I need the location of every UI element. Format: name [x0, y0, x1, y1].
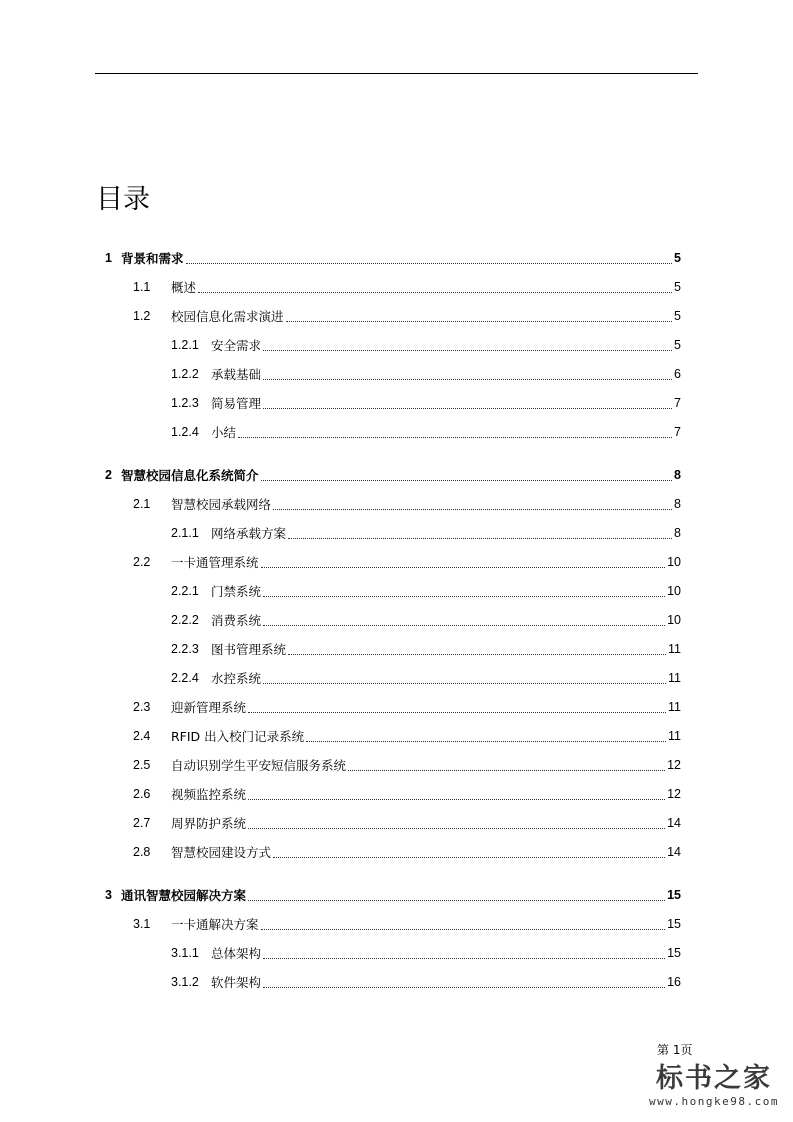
toc-dot-leader — [263, 379, 672, 380]
toc-entry-title: 简易管理 — [211, 396, 262, 411]
toc-entry-page: 7 — [674, 425, 681, 439]
toc-dot-leader — [263, 408, 672, 409]
toc-entry-title: 智慧校园建设方式 — [171, 845, 272, 860]
toc-entry-number: 2.2.1 — [171, 584, 199, 598]
toc-entry-title: 周界防护系统 — [171, 816, 247, 831]
toc-dot-leader — [263, 350, 672, 351]
toc-entry[interactable] — [171, 668, 681, 688]
toc-entry-page: 11 — [668, 642, 681, 656]
watermark — [649, 1056, 779, 1108]
toc-entry[interactable] — [171, 581, 681, 601]
toc-entry-number: 2.4 — [133, 729, 151, 743]
toc-entry[interactable] — [133, 277, 681, 297]
toc-entry[interactable] — [133, 914, 681, 934]
toc-dot-leader — [186, 263, 673, 264]
toc-entry-number: 2.2.2 — [171, 613, 199, 627]
page-number: 第 1页 — [657, 1043, 693, 1057]
toc-entry-number: 1.2 — [133, 309, 151, 323]
toc-entry-number: 3 — [105, 888, 112, 902]
toc-entry-page: 15 — [667, 917, 681, 931]
toc-entry-number: 1.1 — [133, 280, 151, 294]
toc-entry[interactable] — [171, 393, 681, 413]
toc-entry-title: 总体架构 — [211, 946, 262, 961]
toc-dot-leader — [261, 480, 673, 481]
toc-entry-title: 网络承载方案 — [211, 526, 287, 541]
toc-entry[interactable] — [171, 364, 681, 384]
toc-entry-number: 1.2.3 — [171, 396, 199, 410]
toc-entry[interactable] — [133, 494, 681, 514]
toc-entry[interactable] — [105, 465, 681, 485]
toc-entry-page: 7 — [674, 396, 681, 410]
toc-entry[interactable] — [133, 697, 681, 717]
toc-entry-title: 智慧校园承载网络 — [171, 497, 272, 512]
toc-entry-number: 1.2.1 — [171, 338, 199, 352]
toc-entry-page: 10 — [667, 613, 681, 627]
toc-dot-leader — [288, 538, 672, 539]
toc-entry-number: 1.2.2 — [171, 367, 199, 381]
toc-entry-page: 16 — [667, 975, 681, 989]
toc-entry-title: 图书管理系统 — [211, 642, 287, 657]
toc-entry-number: 1 — [105, 251, 112, 265]
toc-entry-page: 11 — [668, 671, 681, 685]
toc-entry[interactable] — [133, 813, 681, 833]
toc-entry-page: 8 — [674, 497, 681, 511]
toc-entry-page: 8 — [674, 468, 681, 482]
toc-entry-page: 11 — [668, 700, 681, 714]
toc-entry-title: 校园信息化需求演进 — [171, 309, 284, 324]
toc-entry-number: 1.2.4 — [171, 425, 199, 439]
toc-entry-page: 5 — [674, 280, 681, 294]
toc-entry[interactable] — [133, 726, 681, 746]
toc-entry[interactable] — [171, 335, 681, 355]
toc-entry[interactable] — [133, 784, 681, 804]
toc-dot-leader — [263, 958, 665, 959]
toc-entry-number: 3.1.2 — [171, 975, 199, 989]
toc-dot-leader — [263, 683, 666, 684]
toc-entry-title: 软件架构 — [211, 975, 262, 990]
toc-dot-leader — [198, 292, 672, 293]
toc-entry[interactable] — [133, 552, 681, 572]
toc-entry[interactable] — [171, 639, 681, 659]
toc-entry-title: 安全需求 — [211, 338, 262, 353]
toc-dot-leader — [348, 770, 665, 771]
toc-entry-title: 水控系统 — [211, 671, 262, 686]
toc-entry-number: 2.8 — [133, 845, 151, 859]
toc-entry-number: 2.1.1 — [171, 526, 199, 540]
toc-entry-title: 消费系统 — [211, 613, 262, 628]
toc-entry-page: 6 — [674, 367, 681, 381]
toc-entry-title: 承载基础 — [211, 367, 262, 382]
toc-entry-title: 背景和需求 — [121, 251, 184, 266]
toc-entry-title: 概述 — [171, 280, 197, 295]
toc-entry[interactable] — [171, 523, 681, 543]
toc-entry[interactable] — [171, 972, 681, 992]
toc-entry-title: 小结 — [211, 425, 237, 440]
toc-title: 目录 — [96, 184, 150, 215]
toc-dot-leader — [286, 321, 673, 322]
toc-dot-leader — [248, 799, 665, 800]
toc-dot-leader — [248, 828, 665, 829]
toc-entry-page: 15 — [667, 888, 681, 902]
toc-entry-number: 2.2.3 — [171, 642, 199, 656]
toc-entry-page: 5 — [674, 251, 681, 265]
toc-entry-number: 2.3 — [133, 700, 151, 714]
toc-entry-number: 2.1 — [133, 497, 151, 511]
toc-entry-page: 11 — [668, 729, 681, 743]
toc-entry[interactable] — [133, 755, 681, 775]
toc-entry-page: 10 — [667, 555, 681, 569]
toc-entry-page: 12 — [667, 787, 681, 801]
toc-entry-title: 智慧校园信息化系统简介 — [121, 468, 259, 483]
toc-entry[interactable] — [171, 610, 681, 630]
toc-dot-leader — [273, 509, 672, 510]
toc-entry-title: 迎新管理系统 — [171, 700, 247, 715]
toc-entry-page: 10 — [667, 584, 681, 598]
toc-dot-leader — [261, 567, 666, 568]
toc-dot-leader — [248, 900, 665, 901]
toc-dot-leader — [306, 741, 666, 742]
toc-entry[interactable] — [171, 943, 681, 963]
toc-entry-title: 门禁系统 — [211, 584, 262, 599]
toc-entry-title: RFID 出入校门记录系统 — [171, 729, 305, 744]
toc-entry-page: 5 — [674, 309, 681, 323]
toc-entry-title: 通讯智慧校园解决方案 — [121, 888, 247, 903]
toc-entry-number: 2.5 — [133, 758, 151, 772]
toc-dot-leader — [263, 596, 665, 597]
toc-entry[interactable] — [105, 248, 681, 268]
toc-entry-page: 5 — [674, 338, 681, 352]
toc-entry-page: 8 — [674, 526, 681, 540]
toc-entry[interactable] — [105, 885, 681, 905]
toc-entry-title: 一卡通管理系统 — [171, 555, 259, 570]
toc-dot-leader — [238, 437, 672, 438]
toc-entry-page: 14 — [667, 845, 681, 859]
toc-dot-leader — [261, 929, 666, 930]
toc-entry-page: 15 — [667, 946, 681, 960]
toc-entry-page: 14 — [667, 816, 681, 830]
toc-entry-page: 12 — [667, 758, 681, 772]
toc-entry-number: 2.2.4 — [171, 671, 199, 685]
toc-entry-number: 3.1.1 — [171, 946, 199, 960]
toc-entry-title: 视频监控系统 — [171, 787, 247, 802]
toc-dot-leader — [248, 712, 666, 713]
toc-entry-number: 2.7 — [133, 816, 151, 830]
toc-entry[interactable] — [133, 842, 681, 862]
toc-entry-number: 2.2 — [133, 555, 151, 569]
toc-entry-number: 2.6 — [133, 787, 151, 801]
toc-entry-number: 3.1 — [133, 917, 151, 931]
watermark-url: www.hongke98.com — [649, 1095, 779, 1108]
toc-dot-leader — [263, 987, 665, 988]
toc-entry-title: 自动识别学生平安短信服务系统 — [171, 758, 347, 773]
toc-dot-leader — [263, 625, 665, 626]
toc-entry[interactable] — [171, 422, 681, 442]
toc-entry-number: 2 — [105, 468, 112, 482]
toc-entry-title: 一卡通解决方案 — [171, 917, 259, 932]
watermark-logo: 标书之家 — [656, 1063, 773, 1094]
toc-dot-leader — [273, 857, 665, 858]
toc-entry[interactable] — [133, 306, 681, 326]
toc-dot-leader — [288, 654, 666, 655]
